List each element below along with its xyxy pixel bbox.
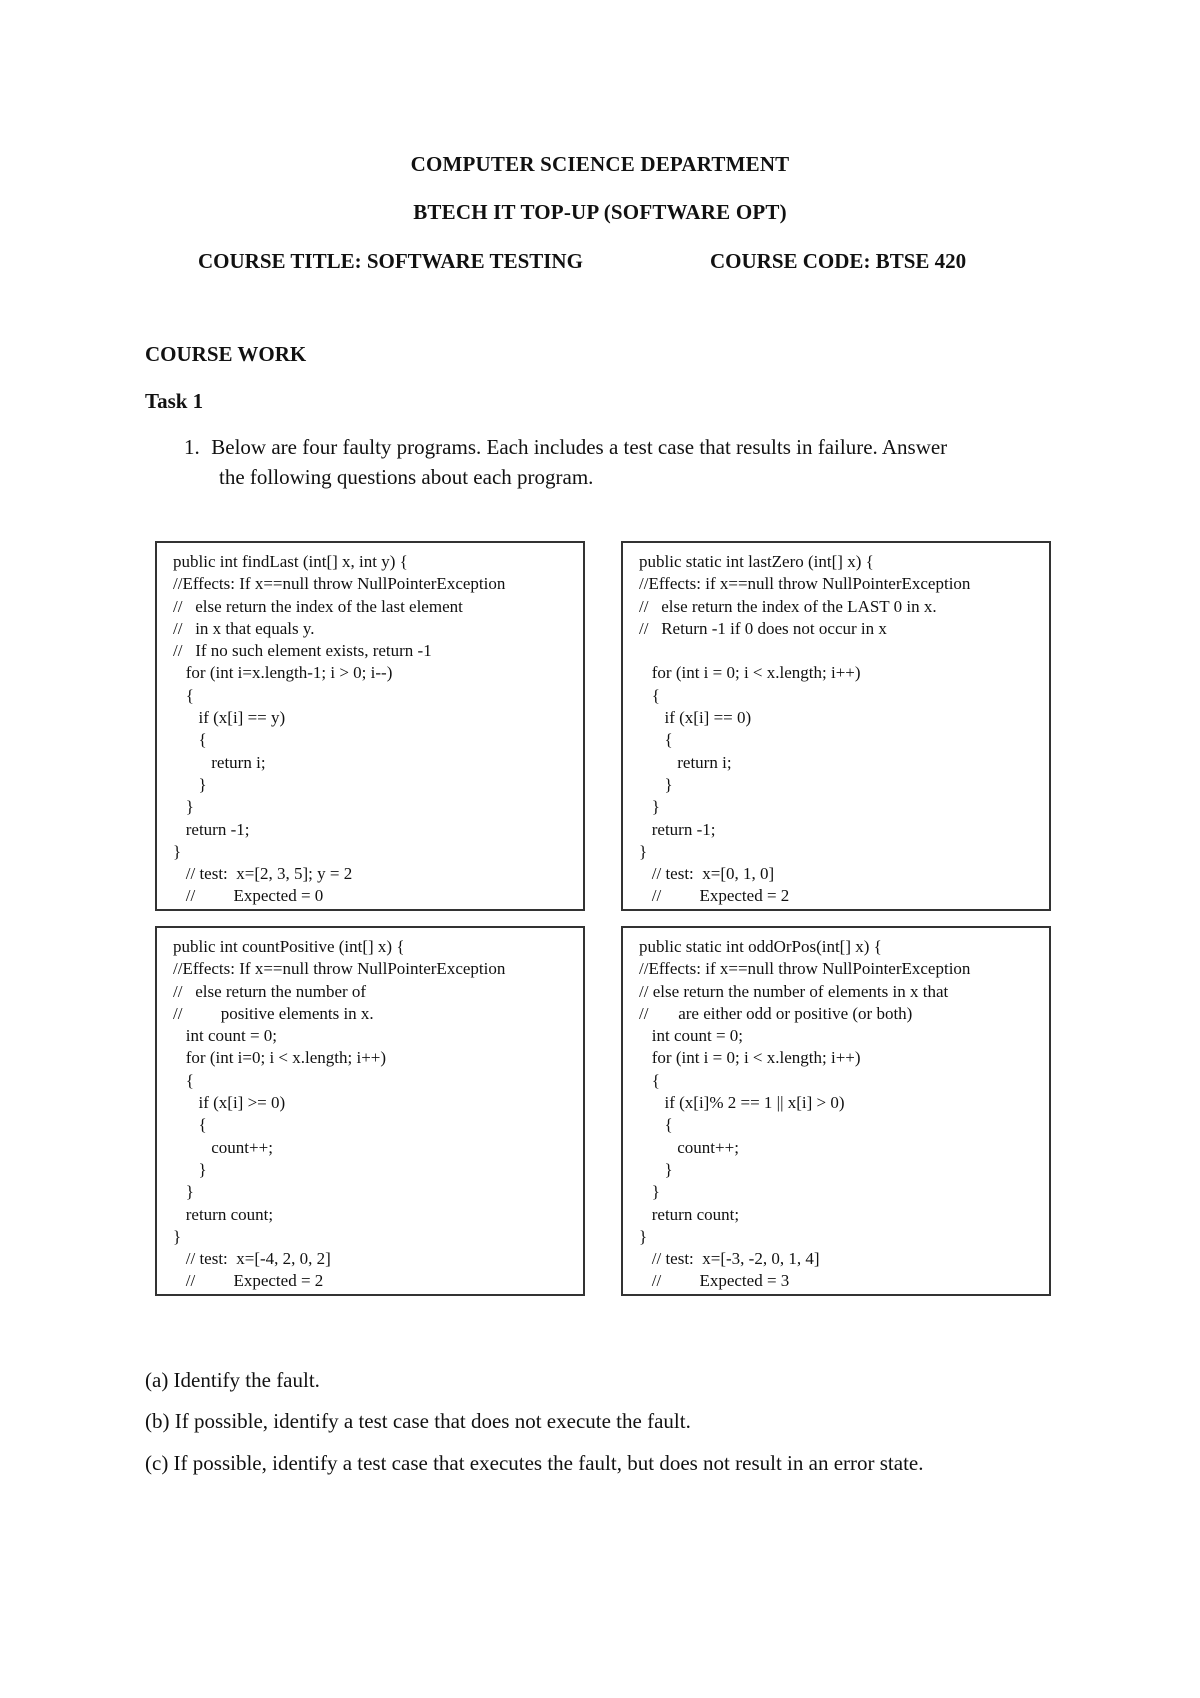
question-a: (a) Identify the fault. <box>145 1368 320 1392</box>
code-lastzero: public static int lastZero (int[] x) { //Effects: if x==null throw NullPointerException // else return the index of the LAST 0 in x. // Return -1 if 0 does not occur in x for (int i = 0; i < x.length; i++) { if (x[i] == 0) { return i; } } return -1; } // test: x=[0, 1, 0] // Expected = 2 <box>639 552 971 906</box>
code-oddorpos: public static int oddOrPos(int[] x) { //Effects: if x==null throw NullPointerException // else return the number of elements in x that // are either odd or positive (or both) int count = 0; for (int i = 0; i < x.length; i++) { if (x[i]% 2 == 1 || x[i] > 0) { count++; } } return count; } // test: x=[-3, -2, 0, 1, 4] // Expected = 3 <box>639 937 971 1291</box>
task-heading: Task 1 <box>145 389 204 413</box>
task-intro-line-1 <box>184 432 1064 462</box>
code-countpositive: public int countPositive (int[] x) { //Effects: If x==null throw NullPointerException // else return the number of // positive elements in x. int count = 0; for (int i=0; i < x.length; i++) { if (x[i] >= 0) { count++; } } return count; } // test: x=[-4, 2, 0, 2] // Expected = 2 <box>173 937 506 1291</box>
task-intro-text-1: Below are four faulty programs. Each includes a test case that results in failure. Answer <box>211 435 948 459</box>
code-box-oddorpos <box>621 926 1051 1296</box>
code-box-countpositive <box>155 926 585 1296</box>
department-heading: COMPUTER SCIENCE DEPARTMENT <box>410 152 790 176</box>
course-title: COURSE TITLE: SOFTWARE TESTING <box>198 249 583 273</box>
course-code: COURSE CODE: BTSE 420 <box>710 249 967 273</box>
code-findlast: public int findLast (int[] x, int y) { //Effects: If x==null throw NullPointerException // else return the index of the last element // in x that equals y. // If no such element exists, return -1 for (int i=x.length-1; i > 0; i--) { if (x[i] == y) { return i; } } return -1; } // test: x=[2, 3, 5]; y = 2 // Expected = 0 <box>173 552 506 906</box>
question-c: (c) If possible, identify a test case that executes the fault, but does not result in an error state. <box>145 1451 924 1475</box>
code-box-lastzero <box>621 541 1051 911</box>
task-intro <box>184 432 1064 492</box>
section-heading: COURSE WORK <box>145 342 307 366</box>
programme-heading: BTECH IT TOP-UP (SOFTWARE OPT) <box>413 200 787 224</box>
task-number: 1. <box>184 435 200 459</box>
question-b: (b) If possible, identify a test case that does not execute the fault. <box>145 1409 691 1433</box>
code-box-findlast <box>155 541 585 911</box>
task-intro-line-2: the following questions about each program. <box>219 465 594 489</box>
